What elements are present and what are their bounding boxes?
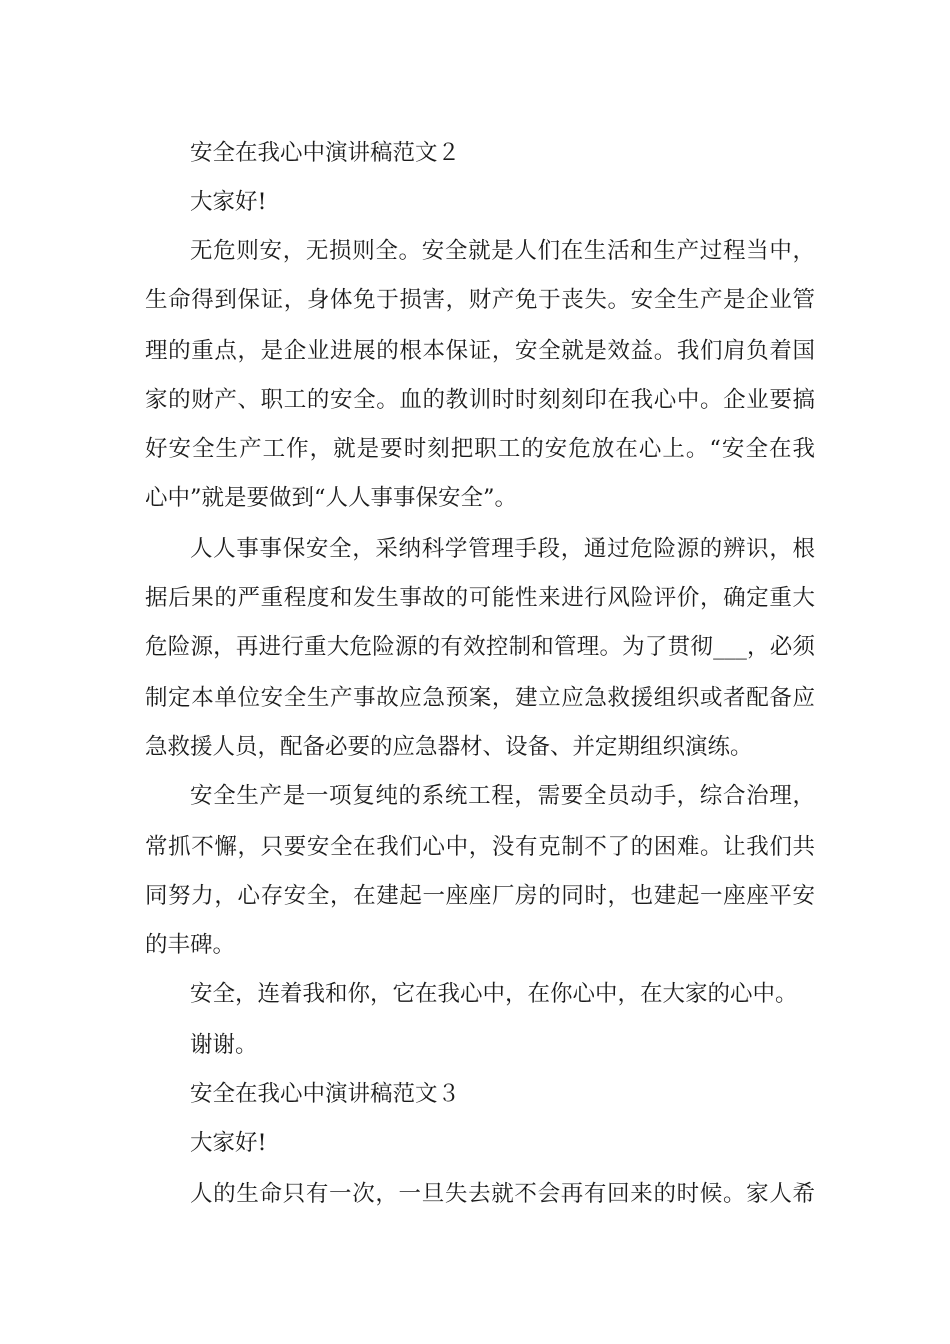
paragraph-line: 人的生命只有一次，一旦失去就不会再有回来的时候。家人希	[190, 1181, 815, 1207]
paragraph-line: 据后果的严重程度和发生事故的可能性来进行风险评价，确定重大	[145, 585, 815, 611]
paragraph-line: 生命得到保证，身体免于损害，财产免于丧失。安全生产是企业管	[145, 287, 815, 313]
paragraph-line: 制定本单位安全生产事故应急预案，建立应急救援组织或者配备应	[145, 685, 815, 711]
paragraph-line: 理的重点，是企业进展的根本保证，安全就是效益。我们肩负着国	[145, 338, 815, 364]
section-heading: 安全在我心中演讲稿范文２	[190, 140, 461, 166]
paragraph-line: 心中”就是要做到“人人事事保安全”。	[145, 485, 518, 511]
paragraph-line: 无危则安，无损则全。安全就是人们在生活和生产过程当中，	[190, 238, 815, 264]
paragraph-line: 常抓不懈，只要安全在我们心中，没有克制不了的困难。让我们共	[145, 834, 815, 860]
paragraph-line: 谢谢。	[190, 1032, 258, 1058]
greeting: 大家好!	[190, 189, 267, 215]
paragraph-line: 安全，连着我和你，它在我心中，在你心中，在大家的心中。	[190, 981, 798, 1007]
paragraph-line: 的丰碑。	[145, 932, 236, 958]
paragraph-line: 人人事事保安全，采纳科学管理手段，通过危险源的辨识，根	[190, 536, 815, 562]
paragraph-line: 家的财产、职工的安全。血的教训时时刻刻印在我心中。企业要搞	[145, 387, 815, 413]
paragraph-line: 好安全生产工作，就是要时刻把职工的安危放在心上。“安全在我	[145, 436, 815, 462]
greeting: 大家好!	[190, 1130, 267, 1156]
section-heading: 安全在我心中演讲稿范文３	[190, 1081, 461, 1107]
paragraph-line: 安全生产是一项复纯的系统工程，需要全员动手，综合治理，	[190, 783, 815, 809]
paragraph-line: 危险源，再进行重大危险源的有效控制和管理。为了贯彻___，必须	[145, 634, 815, 660]
paragraph-line: 急救援人员，配备必要的应急器材、设备、并定期组织演练。	[145, 734, 753, 760]
paragraph-line: 同努力，心存安全，在建起一座座厂房的同时，也建起一座座平安	[145, 883, 815, 909]
